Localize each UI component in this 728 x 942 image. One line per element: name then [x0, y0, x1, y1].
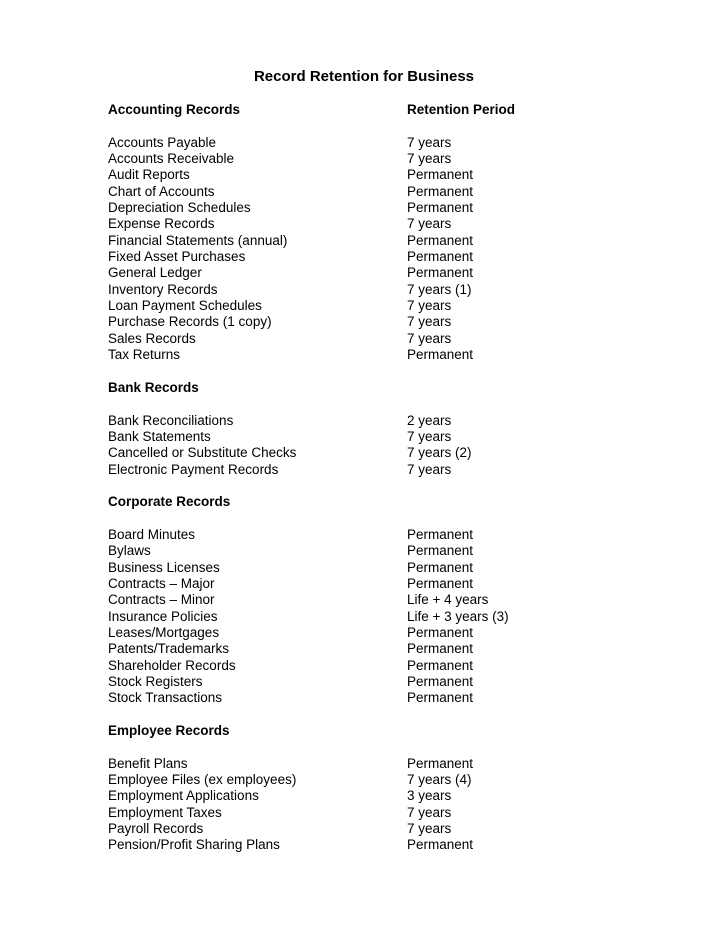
retention-period: 7 years — [407, 314, 452, 330]
retention-period: 7 years — [407, 151, 452, 167]
section-header: Corporate Records — [108, 494, 231, 510]
table-row — [108, 298, 668, 314]
record-name: Payroll Records — [108, 821, 204, 837]
retention-period: 7 years — [407, 216, 452, 232]
retention-table — [108, 102, 668, 854]
table-row — [108, 674, 668, 690]
section-spacer — [108, 478, 668, 494]
table-row — [108, 592, 668, 608]
retention-period: 7 years — [407, 461, 452, 477]
table-row — [108, 462, 668, 478]
table-row — [108, 151, 668, 167]
retention-period: 7 years — [407, 804, 452, 820]
table-row — [108, 282, 668, 298]
section-spacer — [108, 364, 668, 380]
section-header: Employee Records — [108, 723, 230, 739]
table-row — [108, 690, 668, 706]
retention-period: 7 years — [407, 428, 452, 444]
record-name: Tax Returns — [108, 347, 181, 363]
retention-period: Permanent — [407, 347, 474, 363]
record-name: Loan Payment Schedules — [108, 298, 262, 314]
record-name: Stock Registers — [108, 674, 203, 690]
record-name: Patents/Trademarks — [108, 641, 230, 657]
retention-period: Permanent — [407, 625, 474, 640]
record-name: Pension/Profit Sharing Plans — [108, 837, 280, 853]
table-row — [108, 625, 668, 641]
record-name: Contracts – Minor — [108, 592, 215, 608]
record-name: Electronic Payment Records — [108, 461, 279, 477]
record-name: Financial Statements (annual) — [108, 232, 288, 248]
record-name: Purchase Records (1 copy) — [108, 314, 272, 330]
record-name: Benefit Plans — [108, 755, 188, 771]
retention-period: Permanent — [407, 575, 474, 591]
record-name: Stock Transactions — [108, 690, 223, 706]
retention-period: Permanent — [407, 526, 474, 542]
record-name: General Ledger — [108, 265, 202, 281]
table-row — [108, 576, 668, 592]
table-row — [108, 821, 668, 837]
record-name: Cancelled or Substitute Checks — [108, 445, 297, 461]
table-row — [108, 429, 668, 445]
retention-period: 7 years (2) — [407, 445, 472, 461]
table-row — [108, 135, 668, 151]
retention-period: Permanent — [407, 674, 474, 690]
accounting-records-header: Accounting Records — [108, 102, 241, 117]
section-spacer — [108, 707, 668, 723]
record-name: Audit Reports — [108, 167, 190, 183]
record-name: Accounts Receivable — [108, 151, 235, 167]
retention-period: Permanent — [407, 167, 474, 183]
table-row — [108, 641, 668, 657]
table-row — [108, 658, 668, 674]
table-row — [108, 413, 668, 429]
table-row — [108, 331, 668, 347]
record-name: Accounts Payable — [108, 134, 217, 150]
record-name: Inventory Records — [108, 281, 218, 297]
record-name: Sales Records — [108, 330, 196, 346]
record-name: Employee Files (ex employees) — [108, 772, 297, 788]
table-row — [108, 805, 668, 821]
table-row — [108, 249, 668, 265]
table-row — [108, 788, 668, 804]
table-row — [108, 609, 668, 625]
table-row — [108, 200, 668, 216]
table-row — [108, 265, 668, 281]
record-name: Board Minutes — [108, 526, 196, 542]
section-spacer — [108, 511, 668, 527]
table-row — [108, 167, 668, 183]
retention-period: Permanent — [407, 641, 474, 657]
retention-period: 7 years — [407, 134, 452, 150]
record-name: Expense Records — [108, 216, 215, 232]
retention-period: 7 years (4) — [407, 772, 472, 788]
record-name: Employment Applications — [108, 788, 259, 804]
section-spacer — [108, 118, 668, 134]
record-name: Insurance Policies — [108, 608, 218, 624]
retention-period: Permanent — [407, 837, 474, 853]
retention-period: Permanent — [407, 249, 474, 265]
retention-period: Permanent — [407, 690, 474, 706]
record-name: Bank Statements — [108, 428, 211, 444]
record-name: Employment Taxes — [108, 804, 222, 820]
retention-period: Permanent — [407, 657, 474, 673]
table-row — [108, 560, 668, 576]
retention-period: Life + 4 years — [407, 592, 489, 608]
table-row — [108, 527, 668, 543]
table-row — [108, 772, 668, 788]
table-row — [108, 216, 668, 232]
retention-period: Permanent — [407, 232, 474, 248]
retention-period: 7 years — [407, 298, 452, 314]
record-name: Chart of Accounts — [108, 183, 215, 199]
section-header: Bank Records — [108, 379, 199, 395]
record-name: Depreciation Schedules — [108, 200, 251, 216]
retention-period: Permanent — [407, 265, 474, 281]
section-spacer — [108, 396, 668, 412]
retention-period: Permanent — [407, 543, 474, 559]
table-row — [108, 184, 668, 200]
retention-period: Permanent — [407, 200, 474, 216]
section-spacer — [108, 739, 668, 755]
table-row — [108, 837, 668, 853]
table-row — [108, 445, 668, 461]
table-row — [108, 314, 668, 330]
record-name: Fixed Asset Purchases — [108, 249, 246, 265]
retention-period: 2 years — [407, 412, 452, 428]
retention-period: 3 years — [407, 788, 452, 804]
record-name: Leases/Mortgages — [108, 625, 220, 640]
record-name: Shareholder Records — [108, 657, 236, 673]
page-title: Record Retention for Business — [253, 68, 475, 85]
table-row — [108, 347, 668, 363]
record-name: Business Licenses — [108, 559, 220, 575]
retention-period: 7 years (1) — [407, 281, 472, 297]
record-name: Bylaws — [108, 543, 151, 559]
table-row — [108, 756, 668, 772]
retention-period: Permanent — [407, 559, 474, 575]
record-name: Bank Reconciliations — [108, 412, 234, 428]
retention-period: Life + 3 years (3) — [407, 608, 509, 624]
table-row — [108, 233, 668, 249]
column-header-row — [108, 102, 668, 118]
retention-period: Permanent — [407, 183, 474, 199]
retention-period: 7 years — [407, 330, 452, 346]
retention-period-header: Retention Period — [407, 102, 516, 117]
table-row — [108, 543, 668, 559]
retention-period: Permanent — [407, 755, 474, 771]
retention-period: 7 years — [407, 821, 452, 837]
record-name: Contracts – Major — [108, 575, 215, 591]
